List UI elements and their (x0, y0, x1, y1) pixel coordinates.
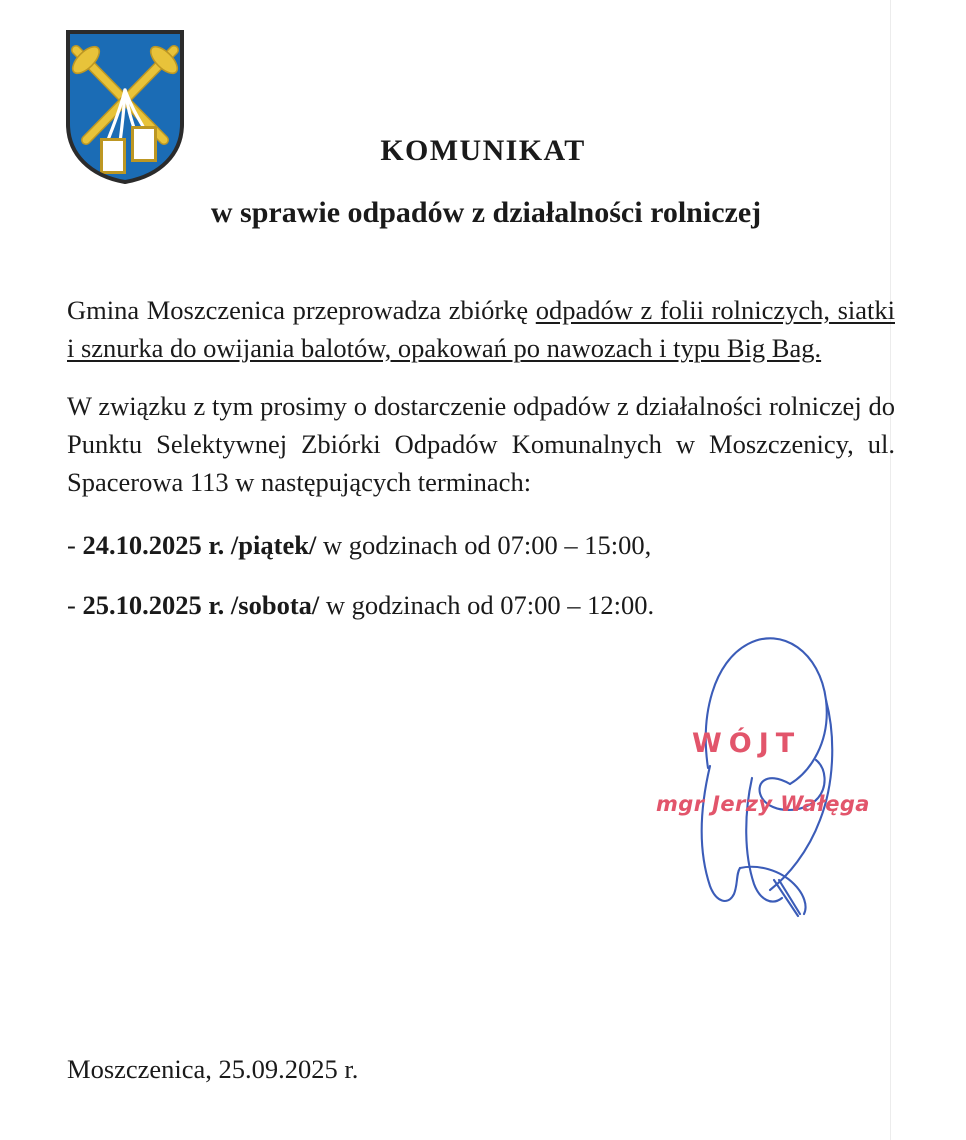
footer-place-date: Moszczenica, 25.09.2025 r. (67, 1054, 359, 1084)
paragraph-request: W związku z tym prosimy o dostarczenie odpadów z działalności rolniczej do Punktu Selektywnej Zbiórki Odpadów Komunalnych w Moszczenicy, ul. Spacerowa 113 w następujących terminach: (67, 391, 895, 497)
hours-text: w godzinach od 07:00 – 15:00, (316, 530, 652, 561)
page-subtitle: w sprawie odpadów z działalności rolniczej (210, 195, 762, 229)
date-line-friday (67, 527, 895, 565)
bullet-dash: - (67, 530, 76, 561)
stamp-title: WÓJT (692, 728, 802, 759)
stamp-name: mgr Jerzy Wałęga (656, 792, 870, 816)
handwritten-signature (648, 618, 878, 918)
bullet-dash: - (67, 589, 76, 620)
paragraph-intro (67, 292, 895, 367)
document-body (67, 292, 895, 624)
title-block (0, 134, 966, 229)
page-title: KOMUNIKAT (380, 134, 586, 167)
date-text: 24.10.2025 r. /piątek/ (82, 530, 317, 561)
intro-plain-text: Gmina Moszczenica przeprowadza zbiórkę (67, 295, 536, 325)
date-text: 25.10.2025 r. /sobota/ (82, 589, 320, 620)
intro-underlined-text: odpadów z folii rolniczych, siatki i sznurka do owijania balotów, opakowań po nawozach i typu Big Bag. (67, 295, 895, 363)
hours-text: w godzinach od 07:00 – 12:00. (319, 589, 655, 620)
signature-block (648, 618, 878, 918)
